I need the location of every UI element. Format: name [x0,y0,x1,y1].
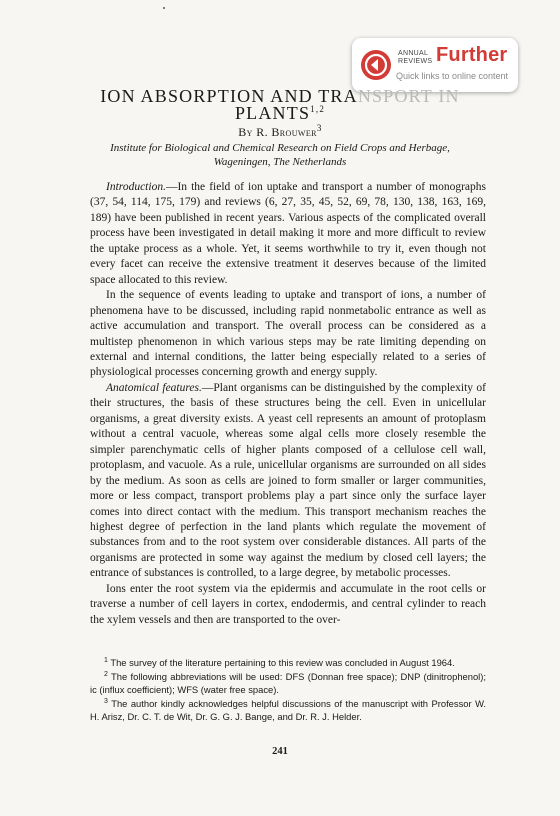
footnote-3 [90,697,486,724]
footnote-mark: 2 [104,670,108,678]
author-name: R. Brouwer [256,125,317,139]
page-speck [163,7,165,9]
footnote-text: The following abbreviations will be used: DFS (Donnan free space); DNP (dinitrophenol); ic (influx coefficient); WFS (water free space). [90,670,486,696]
section-heading-introduction: Introduction. [106,181,166,193]
title-word-plants: PLANTS [234,103,311,123]
author-line [60,125,500,140]
paragraph-anatomical-features [90,381,486,582]
paragraph-ion-entry: Ions enter the root system via the epidermis and accumulate in the root cells or traverse a number of cell layers in cortex, endodermis, and central cylinder to reach the xylem vessels and then are transported to the over- [90,582,486,626]
institution-line-1: Institute for Biological and Chemical Research on Field Crops and Herbage, [110,142,450,154]
annual-reviews-logo-icon [361,50,391,80]
title-part-visible: ION ABSORPTION AND TRA [100,86,358,106]
badge-annual-text: ANNUAL [398,50,429,57]
badge-annual-reviews-wordmark [398,50,432,66]
page-number: 241 [272,746,288,757]
paragraph-introduction [90,180,486,288]
footnote-mark: 3 [104,697,108,705]
badge-tagline: Quick links to online content [396,71,509,81]
author-by: By [238,125,253,139]
annual-reviews-further-badge[interactable] [352,38,518,92]
footnote-1 [90,656,486,670]
paragraph-text: —In the field of ion uptake and transport a number of monographs (37, 54, 114, 175, 179) and reviews (6, 27, 35, 45, 52, 69, 78, 130, 138, 163, 169, 189) have been published in recent years. Various aspects of the complicated overall process have been investigated in detail making it more and more difficult to review the uptake process as a whole. Yet, it seems worthwhile to try it, even though not every facet can receive the extensive treatment it deserves because of the limited space allocated to this review. [90,181,486,286]
paragraph-text: —Plant organisms can be distinguished by the complexity of their structures, the basis of these structures being the cell. Even in unicellular organisms, a great diversity exists. A yeast cell represents an amount of protoplasm without a central vacuole, whereas some algal cells more closely resemble the simpler parenchymatic cells of higher plants composed of a cellulose cell wall, protoplasm, and vacuole. As a rule, unicellular organisms are surrounded on all sides by the medium. As soon as cells are joined to form smaller or larger communities, more or less compact, transport problems play a part since only the surface layer comes into direct contact with the medium. This transport mechanism reaches the highest degree of perfection in the land plants which regulate the movement of substances from and to the root system over considerable distances. All parts of the organisms are protected in some way against the medium by closed cell layers; the entrance of substances is controlled, to a large degree, by metabolic processes. [90,381,486,580]
institution-affiliation [80,141,480,169]
badge-further-text: Further [436,44,508,66]
title-footnote-marks: 1,2 [310,104,326,114]
author-footnote-mark: 3 [316,123,322,133]
section-heading-anatomical-features: Anatomical features. [106,381,202,394]
paragraph-sequence-of-events: In the sequence of events leading to uptake and transport of ions, a number of phenomena have to be discussed, including rapid nonmetabolic entrance as well as active accumulation and transport. The overall process can be considered as a multistep phenomenon in which various steps may be rate limiting depending on external and internal conditions, the latter being especially related to a series of physiological processes concerning growth and energy supply. [90,289,486,379]
article-body [90,180,486,628]
institution-line-2: Wageningen, The Netherlands [213,156,347,168]
footnotes [90,656,486,724]
footnote-2 [90,670,486,697]
footnote-text: The survey of the literature pertaining to this review was concluded in August 1964. [110,657,455,668]
footnote-mark: 1 [104,656,108,664]
title-part-obscured: NSPORT IN [357,86,460,106]
footnote-text: The author kindly acknowledges helpful discussions of the manuscript with Professor W. H. Arisz, Dr. C. T. de Wit, Dr. G. G. J. Bange, and Dr. R. J. Helder. [90,697,487,723]
article-title-line-2 [60,103,500,123]
badge-reviews-text: REVIEWS [398,58,433,65]
